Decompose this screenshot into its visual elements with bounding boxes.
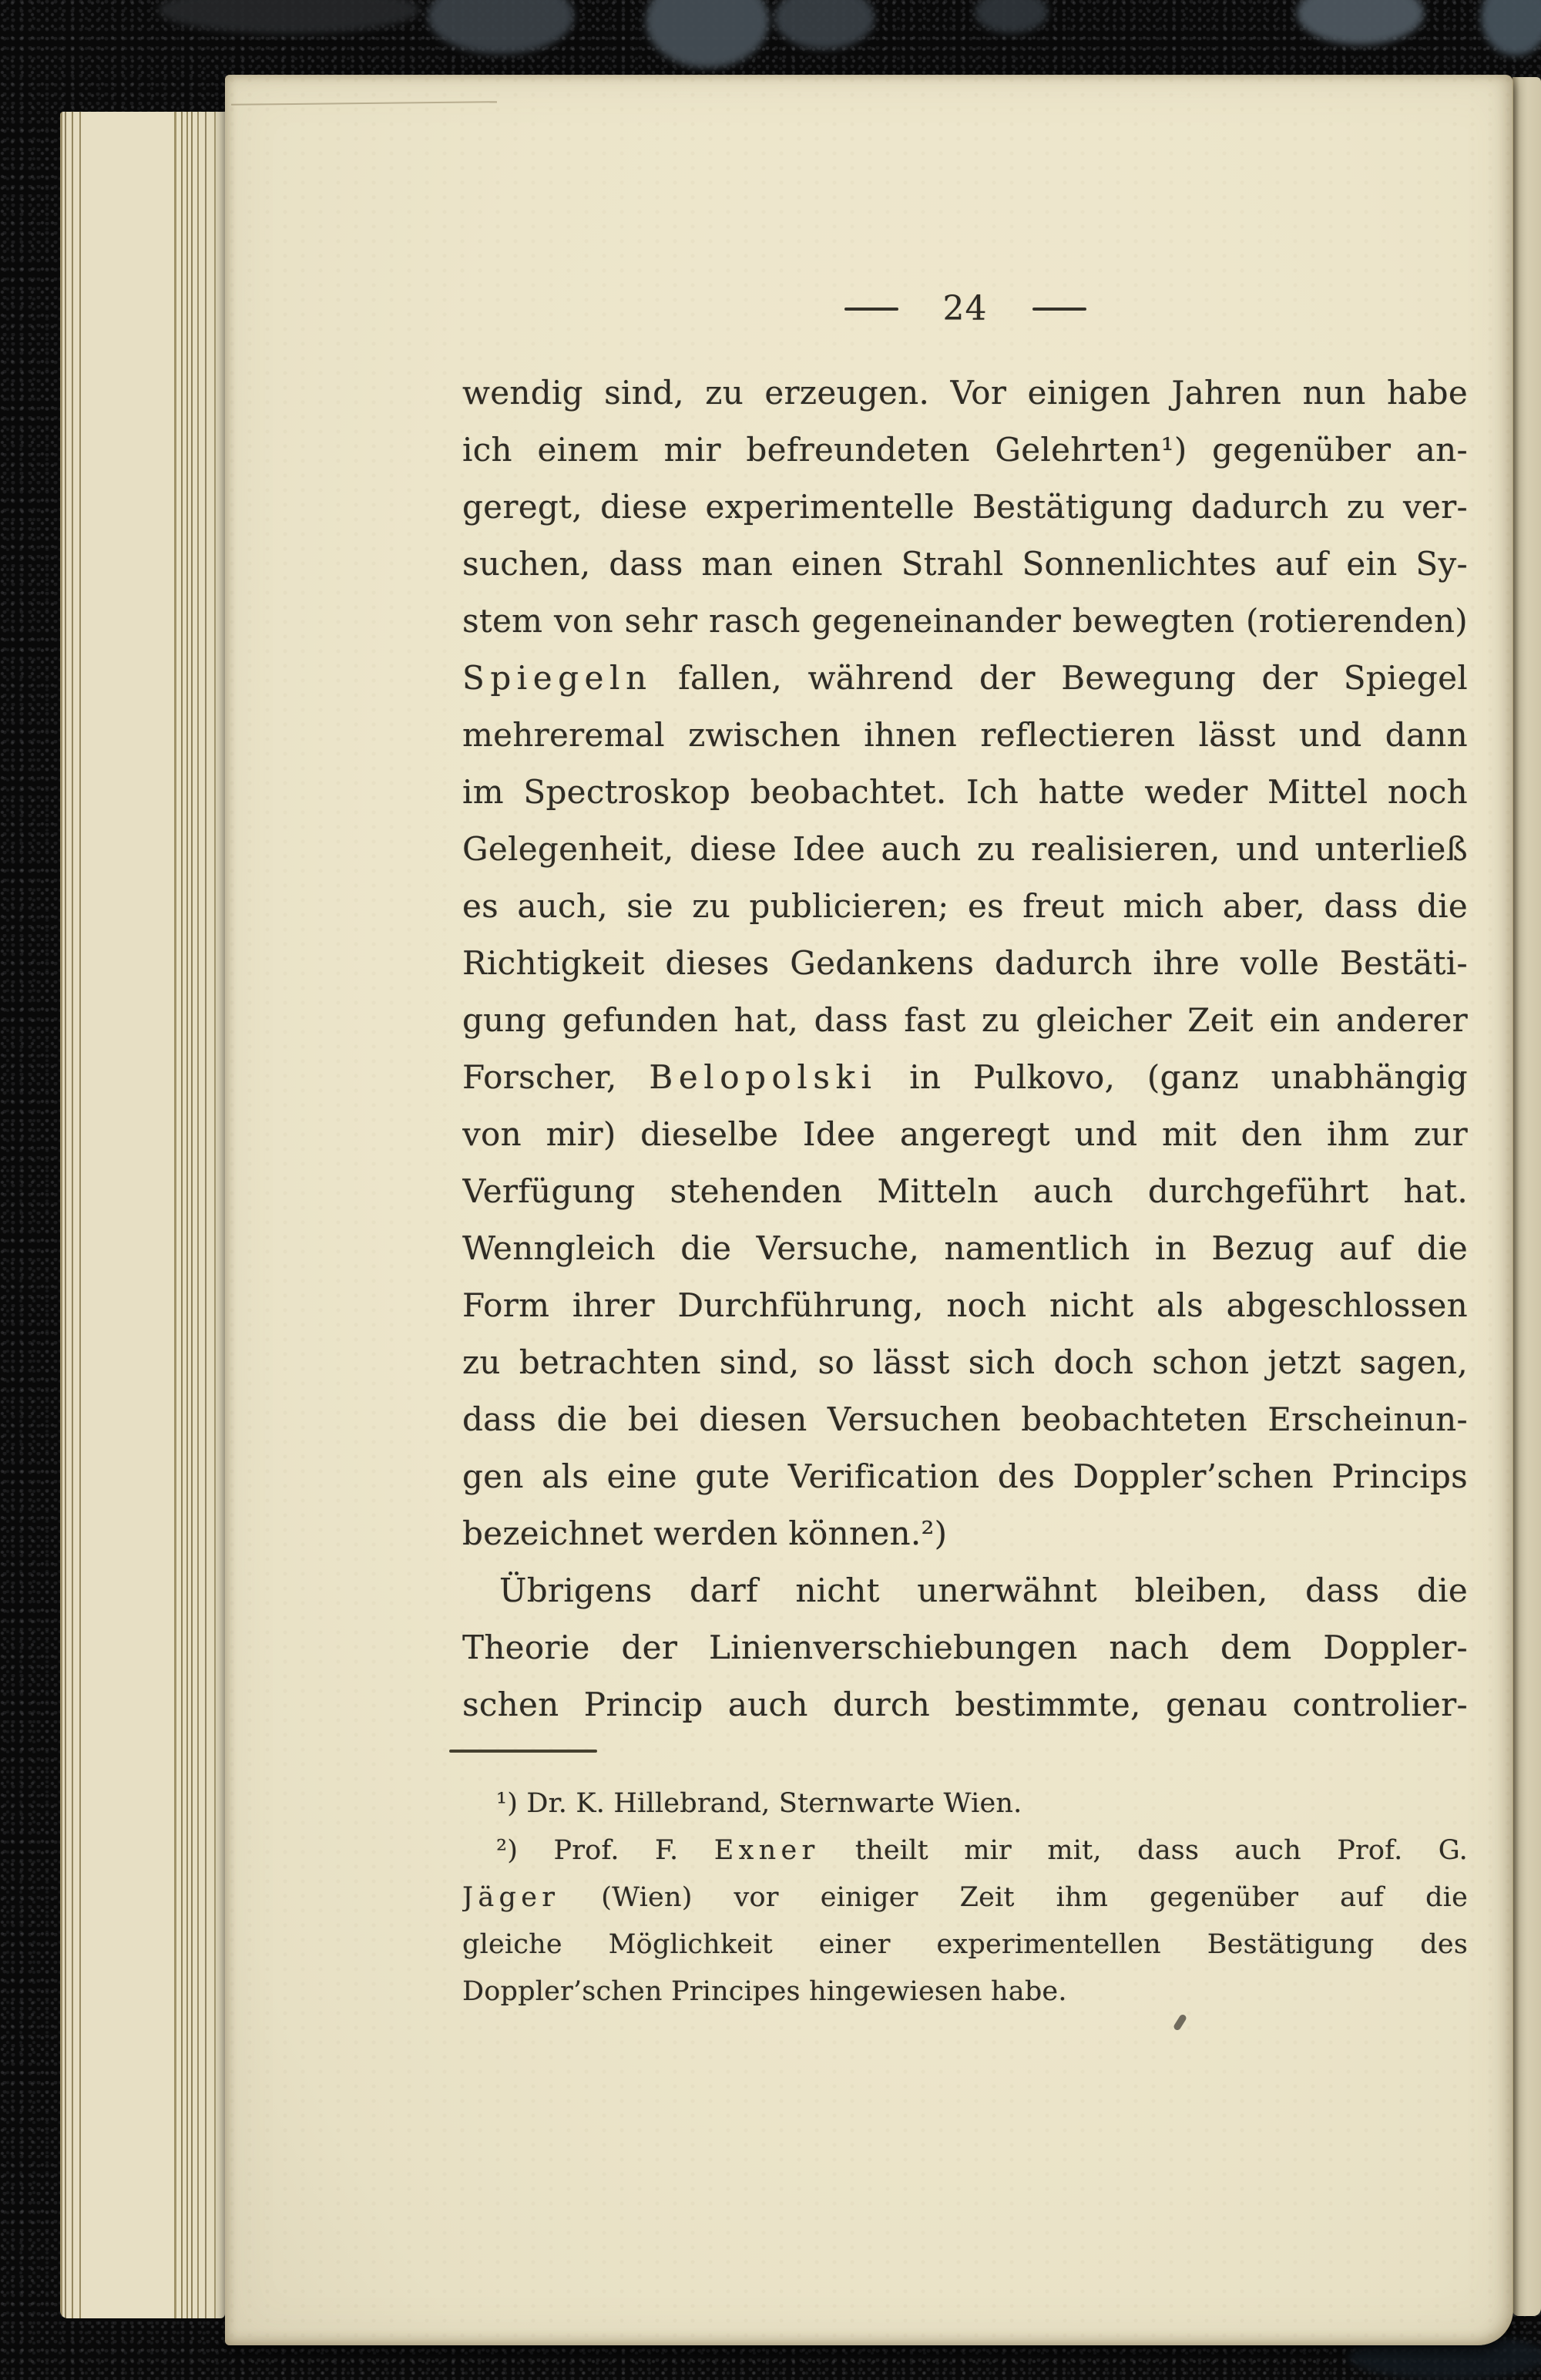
page-number-value: 24 — [942, 289, 988, 328]
page-number-dash-left — [844, 308, 898, 311]
footnotes — [462, 1780, 1468, 2015]
text-line: im Spectroskop beobachtet. Ich hatte weder Mittel noch — [462, 773, 1468, 811]
text-line: Form ihrer Durchführung, noch nicht als abgeschlossen — [462, 1286, 1468, 1324]
text-line: Verfügung stehenden Mitteln auch durchgeführt hat. — [462, 1172, 1468, 1210]
text-line: gung gefunden hat, dass fast zu gleicher Zeit ein anderer — [462, 1001, 1468, 1039]
cover-highlight — [646, 0, 769, 68]
footnote-line: gleiche Möglichkeit einer experimentellen Bestätigung des — [462, 1929, 1468, 1960]
text-line: Übrigens darf nicht unerwähnt bleiben, dass die — [499, 1572, 1468, 1609]
text-line: Gelegenheit, diese Idee auch zu realisieren, und unterließ — [462, 830, 1468, 868]
stray-ink-mark — [1173, 2013, 1187, 2031]
text-line: Spiegeln fallen, während der Bewegung der Spiegel — [462, 659, 1468, 697]
text-line: mehreremal zwischen ihnen reflectieren lässt und dann — [462, 716, 1468, 754]
footnote-line: ²) Prof. F. Exner theilt mir mit, dass auch Prof. G. — [496, 1835, 1468, 1866]
text-line: Wenngleich die Versuche, namentlich in Bezug auf die — [462, 1229, 1468, 1267]
cover-highlight — [975, 0, 1048, 33]
cover-highlight — [428, 0, 574, 54]
text-line: stem von sehr rasch gegeneinander bewegten (rotierenden) — [462, 602, 1468, 640]
text-line: von mir) dieselbe Idee angeregt und mit den ihm zur — [462, 1115, 1468, 1153]
page-number-dash-right — [1032, 308, 1086, 311]
text-line: geregt, diese experimentelle Bestätigung dadurch zu ver- — [462, 488, 1468, 526]
cover-highlight — [774, 0, 875, 49]
page-edge-stack-left — [60, 112, 225, 2318]
text-line: Richtigkeit dieses Gedankens dadurch ihre volle Bestäti- — [462, 944, 1468, 982]
footnote-separator — [449, 1750, 597, 1753]
body-text — [462, 365, 1468, 1733]
footnote-line: Jäger (Wien) vor einiger Zeit ihm gegenüber auf die — [462, 1882, 1468, 1913]
text-line: Forscher, Belopolski in Pulkovo, (ganz unabhängig — [462, 1058, 1468, 1096]
text-line: wendig sind, zu erzeugen. Vor einigen Jahren nun habe — [462, 374, 1468, 412]
under-page-edge-line — [231, 101, 497, 106]
text-line: bezeichnet werden können.²) — [462, 1514, 948, 1552]
footnote-line: Doppler’schen Principes hingewiesen habe. — [462, 1976, 1067, 2007]
cover-highlight — [1481, 0, 1541, 55]
cover-highlight — [158, 0, 420, 34]
cover-highlight — [1297, 0, 1424, 45]
text-line: es auch, sie zu publicieren; es freut mich aber, dass die — [462, 887, 1468, 925]
text-line: suchen, dass man einen Strahl Sonnenlichtes auf ein Sy- — [462, 545, 1468, 583]
text-line: zu betrachten sind, so lässt sich doch schon jetzt sagen, — [462, 1343, 1468, 1381]
text-line: ich einem mir befreundeten Gelehrten¹) gegenüber an- — [462, 431, 1468, 469]
text-line: Theorie der Linienverschiebungen nach dem Doppler- — [462, 1629, 1468, 1666]
text-line: dass die bei diesen Versuchen beobachteten Erscheinun- — [462, 1400, 1468, 1438]
right-page-edge — [1512, 77, 1541, 2316]
text-line: schen Princip auch durch bestimmte, genau controlier- — [462, 1686, 1468, 1723]
text-line: gen als eine gute Verification des Doppler’schen Princips — [462, 1457, 1468, 1495]
footnote-line: ¹) Dr. K. Hillebrand, Sternwarte Wien. — [496, 1788, 1022, 1819]
main-page — [225, 75, 1513, 2345]
page-number — [462, 281, 1468, 337]
